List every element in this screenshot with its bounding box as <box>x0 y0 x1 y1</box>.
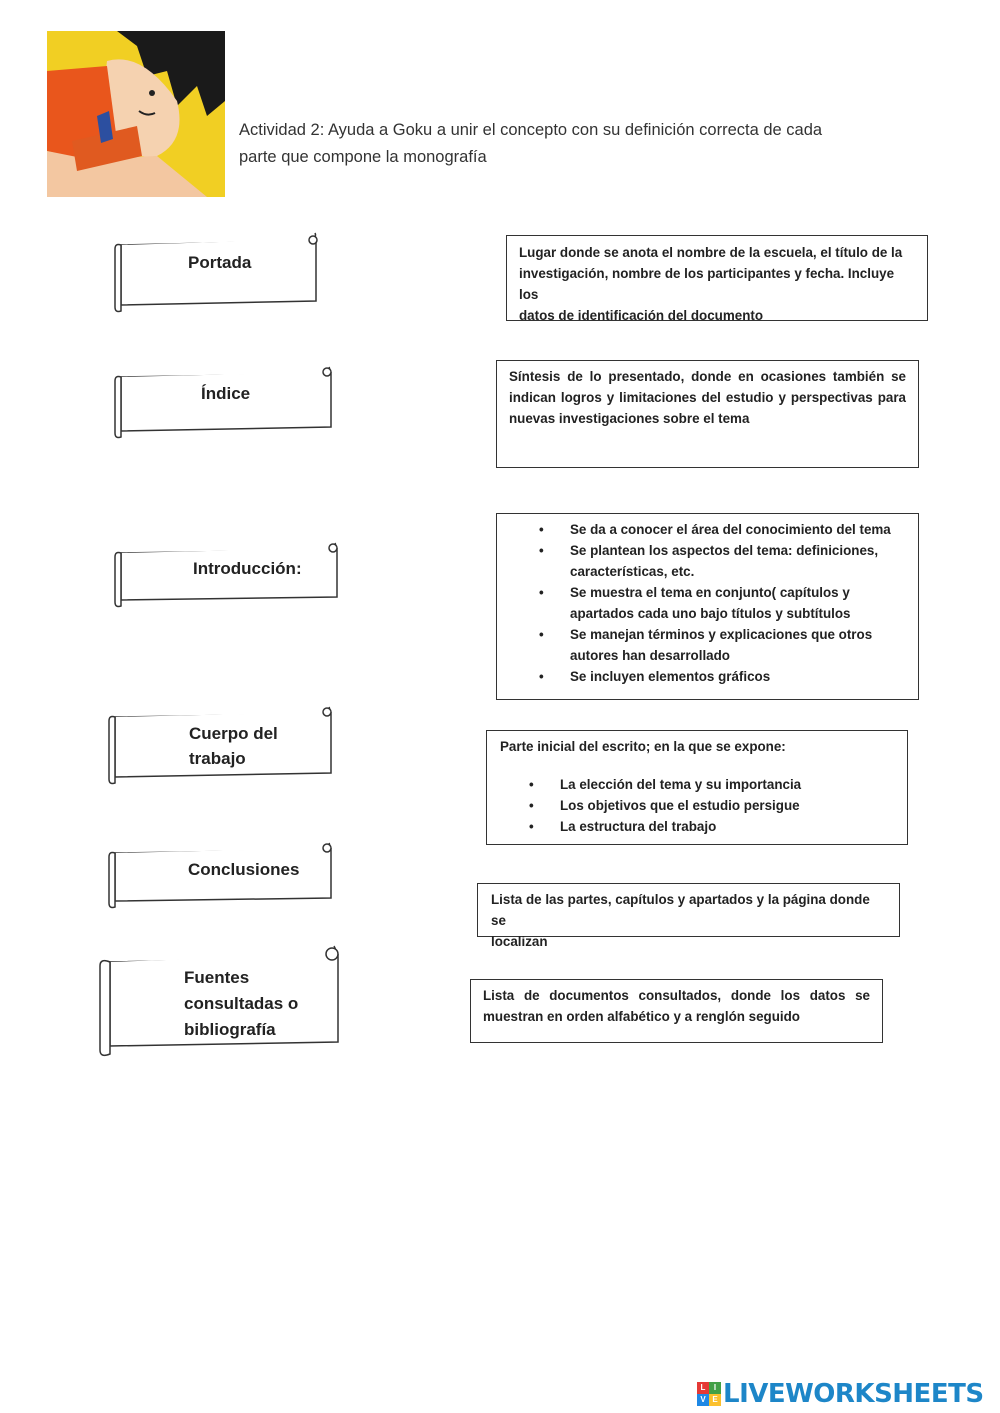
list-item: • Se incluyen elementos gráficos <box>539 669 771 684</box>
definition-line: Lista de las partes, capítulos y apartados y la página donde se <box>491 892 870 928</box>
concept-scroll-indice[interactable] <box>111 367 335 438</box>
definition-box-5[interactable] <box>477 883 900 949</box>
definition-line: investigación, nombre de los participantes y fecha. Incluye los <box>519 266 895 302</box>
concept-scroll-conclusiones[interactable] <box>105 843 335 909</box>
definition-list <box>497 519 918 687</box>
concept-scroll-portada[interactable] <box>111 235 321 313</box>
concept-scroll-introduccion[interactable] <box>111 543 341 607</box>
definition-line: localizan <box>491 934 548 949</box>
concept-label: Fuentes consultadas o bibliografía <box>184 968 299 1039</box>
definition-intro: Parte inicial del escrito; en la que se expone: <box>500 739 786 754</box>
concept-label: Introducción: <box>193 559 302 578</box>
definition-text: Síntesis de lo presentado, donde en ocasiones también se indican logros y limitaciones del estudio y perspectivas para nuevas investigaciones sobre el tema <box>509 369 906 426</box>
list-item: • Se muestra el tema en conjunto( capítulos y apartados cada uno bajo títulos y subtítulos <box>539 585 851 621</box>
list-item: • Se plantean los aspectos del tema: definiciones, características, etc. <box>539 543 879 579</box>
goku-image <box>47 31 225 197</box>
list-item: • Se da a conocer el área del conocimiento del tema <box>539 522 891 537</box>
list-item: • La estructura del trabajo <box>529 819 717 834</box>
list-item: • Los objetivos que el estudio persigue <box>529 798 800 813</box>
definition-box-3[interactable] <box>496 513 919 700</box>
goku-illustration <box>47 31 225 197</box>
definition-line: Lugar donde se anota el nombre de la escuela, el título de la <box>519 245 903 260</box>
liveworksheets-logo <box>697 1378 984 1410</box>
definition-line: datos de identificación del documento <box>519 308 764 323</box>
definition-box-1[interactable] <box>506 235 928 321</box>
definition-box-2[interactable] <box>496 360 919 468</box>
concept-label: Conclusiones <box>188 860 300 879</box>
concept-scroll-fuentes[interactable] <box>96 946 342 1058</box>
instructions-line-2: parte que compone la monografía <box>239 148 487 166</box>
definition-box-6[interactable] <box>470 979 883 1043</box>
instructions-line-1: Actividad 2: Ayuda a Goku a unir el concepto con su definición correcta de cada <box>239 121 823 139</box>
concept-scroll-cuerpo[interactable] <box>105 707 335 785</box>
concept-label: Cuerpo del trabajo <box>189 724 278 768</box>
definition-list <box>487 774 907 837</box>
brand-name: LIVEWORKSHEETS <box>723 1379 984 1409</box>
definition-box-4[interactable] <box>486 730 908 845</box>
concept-label: Portada <box>188 253 252 272</box>
concept-label: Índice <box>201 384 251 403</box>
logo-mark-icon: L I V E <box>697 1382 721 1406</box>
definition-text: Lista de documentos consultados, donde los datos se muestran en orden alfabético y a renglón seguido <box>483 988 870 1024</box>
activity-instructions <box>239 117 879 171</box>
list-item: • La elección del tema y su importancia <box>529 777 802 792</box>
list-item: • Se manejan términos y explicaciones que otros autores han desarrollado <box>539 627 873 663</box>
